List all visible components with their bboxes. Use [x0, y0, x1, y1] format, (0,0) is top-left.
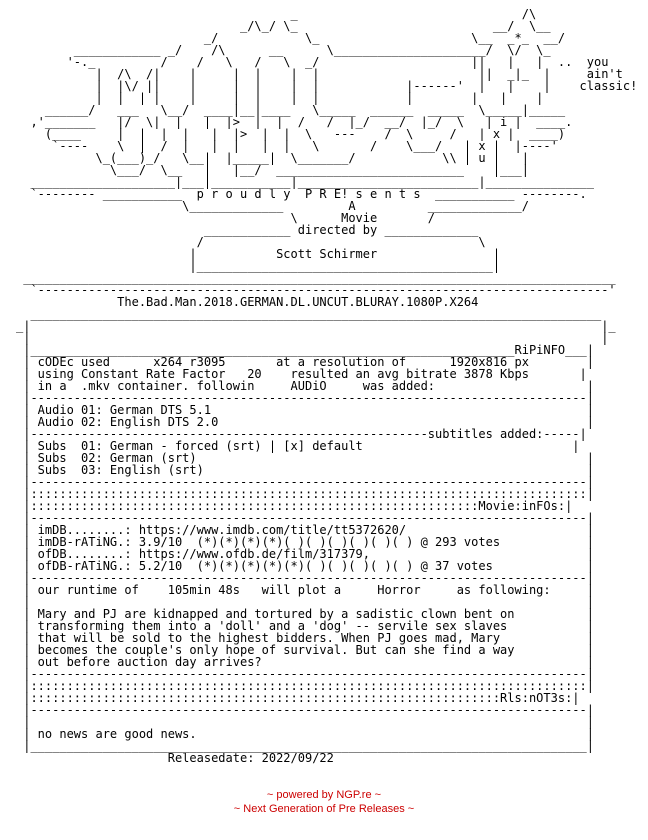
nfo-line: | out before auction day arrives? | — [16, 655, 594, 669]
nfo-line: | Subs 02: German (srt) | — [16, 451, 594, 465]
nfo-line: (____ | | | | | |> | | \ --- / \ / | x | ____) — [16, 127, 566, 141]
nfo-line: | in a .mkv container. followin AUDiO was added: | — [16, 379, 594, 393]
nfo-line: \_(___)_/ \__| |_____| \_______/ \\ | u | | — [16, 151, 529, 165]
nfo-line: |::::::::::::::::::::::::::::::::::::::::::::::::::::::::::::::Movie:inFOs:| — [16, 499, 573, 513]
nfo-line: | Audio 01: German DTS 5.1 | — [16, 403, 594, 417]
nfo-line: Releasedate: 2022/09/22 — [16, 751, 334, 765]
nfo-line: \_____________ A _____________/ — [16, 199, 529, 213]
nfo-line: | becomes the couple's only hope of survival. But can she find a way | — [16, 643, 594, 657]
nfo-line: |-------------------------------------------------------subtitles added:-----| — [16, 427, 587, 441]
nfo-line: | | — [16, 715, 594, 729]
nfo-line: '-._ / / \ / \ _/ || | | .. you — [16, 55, 609, 69]
footer — [0, 788, 648, 816]
nfo-line: \___/ \__ | |__/ __________________________ |___| — [16, 163, 529, 177]
nfo-line: ____________ directed by _____________ — [16, 223, 479, 237]
nfo-line: | using Constant Rate Factor 20 resulted an avg bitrate 3878 Kbps | — [16, 367, 587, 381]
nfo-line: ____________________|___|___________|_________________________|_______________ — [16, 175, 594, 189]
footer-tagline: ~ Next Generation of Pre Releases ~ — [233, 803, 415, 815]
nfo-line: _/\_/ \_ __/ \__ — [16, 19, 551, 33]
nfo-line: |_________________________________________| — [16, 259, 501, 273]
nfo-line: | | — [16, 595, 594, 609]
nfo-line: | | | | | | | | | | | | | — [16, 91, 544, 105]
nfo-line: ______/ ___ \__/ ____|__|____ \_____ ______ _____ \_____|_____ — [16, 103, 566, 117]
nfo-line: |-----------------------------------------------------------------------------| — [16, 475, 594, 489]
nfo-line: | Mary and PJ are kidnapped and tortured by a sadistic clown bent on | — [16, 607, 594, 621]
nfo-line: | imDB-rATiNG.: 3.9/10 (*)(*)(*)(*)( )( )( )( )( )( ) @ 293 votes | — [16, 535, 594, 549]
nfo-line: ,'_______ |/ \| | | |> | | / / |_/ __/ |_/ \ | i | ____. — [16, 115, 573, 129]
nfo-line: | no news are good news. | — [16, 727, 594, 741]
nfo-line: |-----------------------------------------------------------------------------| — [16, 511, 594, 525]
nfo-text — [16, 8, 637, 764]
nfo-line: |:::::::::::::::::::::::::::::::::::::::::::::::::::::::::::::::::Rls:nOT3s:| — [16, 691, 580, 705]
footer-powered-by: ~ powered by NGP.re ~ — [266, 789, 382, 801]
nfo-line: | Audio 02: English DTS 2.0 | — [16, 415, 594, 429]
nfo-line: _| |_ — [16, 319, 616, 333]
nfo-line: _/ \_ \__ _*_ __/ — [16, 31, 566, 45]
nfo-line: |___________________________________________________________________RiPiNFO___| — [16, 343, 594, 357]
nfo-line: |:::::::::::::::::::::::::::::::::::::::::::::::::::::::::::::::::::::::::::::| — [16, 487, 594, 501]
nfo-line: |:::::::::::::::::::::::::::::::::::::::::::::::::::::::::::::::::::::::::::::| — [16, 679, 594, 693]
nfo-line: | Subs 01: German - forced (srt) | [x] default | — [16, 439, 580, 453]
nfo-line: | | — [16, 331, 609, 345]
nfo-line: |-----------------------------------------------------------------------------| — [16, 571, 594, 585]
nfo-line: `-------------------------------------------------------------------------------' — [16, 283, 616, 297]
nfo-line: |-----------------------------------------------------------------------------| — [16, 667, 594, 681]
nfo-line: _ /\ — [16, 7, 537, 21]
nfo-line: | our runtime of 105min 48s will plot a Horror as following: | — [16, 583, 594, 597]
nfo-line: | imDB........: https://www.imdb.com/title/tt5372620/ | — [16, 523, 594, 537]
nfo-line: |-----------------------------------------------------------------------------| — [16, 391, 594, 405]
nfo-line: | cODEc used x264 r3095 at a resolution of 1920x816 px | — [16, 355, 594, 369]
nfo-line: / \ — [16, 235, 486, 249]
nfo-line: ____________ _/ /\ __ \_____________________/ \/ \_ — [16, 43, 551, 57]
nfo-line: The.Bad.Man.2018.GERMAN.DL.UNCUT.BLURAY.1080P.X264 — [16, 295, 479, 309]
nfo-line: | |\/ || | | | | | |------' | | | classic! — [16, 79, 638, 93]
nfo-line: _______________________________________________________________________________ — [16, 307, 602, 321]
nfo-line: `---- \ | / | | | | | \ / \___/ | x | |----' — [16, 139, 558, 153]
nfo-line: | Subs 03: English (srt) | — [16, 463, 594, 477]
nfo-line: | ofDB........: https://www.ofdb.de/film/317379, | — [16, 547, 594, 561]
nfo-line: `-------- ___________ p r o u d l y P R E! s e n t s ___________ --------. — [16, 187, 587, 201]
nfo-line: | transforming them into a 'doll' and a 'dog' -- servile sex slaves | — [16, 619, 594, 633]
nfo-line: | /\ /| | | | | | || _|_ | ain't — [16, 67, 623, 81]
nfo-line: | that will be sold to the highest bidders. When PJ goes mad, Mary | — [16, 631, 594, 645]
nfo-line: | ofDB-rATiNG.: 5.2/10 (*)(*)(*)(*)(*)( )( )( )( )( ) @ 37 votes | — [16, 559, 594, 573]
nfo-line: __________________________________________________________________________________ — [16, 271, 616, 285]
nfo-line: |_____________________________________________________________________________| — [16, 739, 594, 753]
nfo-line: | Scott Schirmer | — [16, 247, 501, 261]
nfo-line: \ Movie / — [16, 211, 436, 225]
nfo-line: |-----------------------------------------------------------------------------| — [16, 703, 594, 717]
